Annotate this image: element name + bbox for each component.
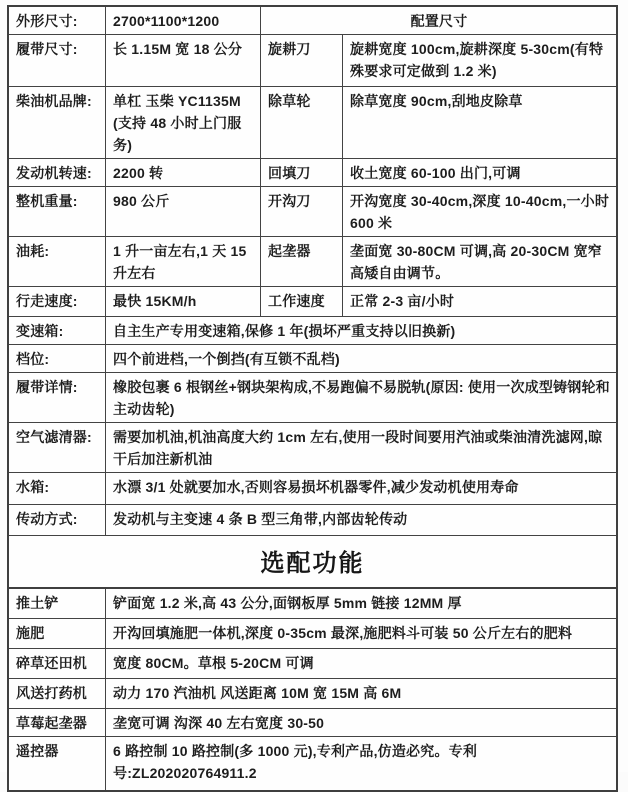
optional-feature-row bbox=[9, 679, 616, 709]
feature-value-cell: 开沟回填施肥一体机,深度 0-35cm 最深,施肥料斗可装 50 公斤左右的肥料 bbox=[106, 619, 616, 649]
spec-value-cell: 正常 2-3 亩/小时 bbox=[343, 287, 616, 317]
feature-label-cell: 遥控器 bbox=[9, 737, 106, 790]
optional-feature-row bbox=[9, 619, 616, 649]
spec-value-cell: 收土宽度 60-100 出门,可调 bbox=[343, 159, 616, 187]
spec-value-cell: 2700*1100*1200 bbox=[106, 7, 261, 35]
optional-features-title: 选配功能 bbox=[9, 536, 616, 589]
feature-label-cell: 风送打药机 bbox=[9, 679, 106, 709]
feature-label-cell: 推土铲 bbox=[9, 589, 106, 619]
spec-label-cell: 整机重量: bbox=[9, 187, 106, 237]
spec-value-cell: 长 1.15M 宽 18 公分 bbox=[106, 35, 261, 87]
spec-label-cell: 行走速度: bbox=[9, 287, 106, 317]
spec-row bbox=[9, 87, 616, 159]
spec-value-cell: 980 公斤 bbox=[106, 187, 261, 237]
spec-row bbox=[9, 505, 616, 536]
spec-value-cell: 单杠 玉柴 YC1135M (支持 48 小时上门服务) bbox=[106, 87, 261, 159]
feature-value-cell: 垄宽可调 沟深 40 左右宽度 30-50 bbox=[106, 709, 616, 737]
spec-label-cell: 工作速度 bbox=[261, 287, 343, 317]
spec-value-cell: 橡胶包裹 6 根钢丝+钢块架构成,不易跑偏不易脱轨(原因: 使用一次成型铸钢轮和主动齿轮) bbox=[106, 373, 616, 423]
spec-label-cell: 回填刀 bbox=[261, 159, 343, 187]
spec-value-cell: 除草宽度 90cm,刮地皮除草 bbox=[343, 87, 616, 159]
spec-row bbox=[9, 423, 616, 473]
spec-label-cell: 除草轮 bbox=[261, 87, 343, 159]
optional-feature-row bbox=[9, 589, 616, 619]
optional-feature-row bbox=[9, 709, 616, 737]
spec-value-cell: 最快 15KM/h bbox=[106, 287, 261, 317]
feature-value-cell: 宽度 80CM。草根 5-20CM 可调 bbox=[106, 649, 616, 679]
feature-value-cell: 铲面宽 1.2 米,高 43 公分,面钢板厚 5mm 链接 12MM 厚 bbox=[106, 589, 616, 619]
spec-label-cell: 变速箱: bbox=[9, 317, 106, 345]
spec-label-cell: 发动机转速: bbox=[9, 159, 106, 187]
spec-value-cell: 1 升一亩左右,1 天 15 升左右 bbox=[106, 237, 261, 287]
feature-label-cell: 草莓起垄器 bbox=[9, 709, 106, 737]
spec-label-cell: 柴油机品牌: bbox=[9, 87, 106, 159]
spec-row bbox=[9, 187, 616, 237]
spec-value-cell: 需要加机油,机油高度大约 1cm 左右,使用一段时间要用汽油或柴油清洗滤网,晾干后加注新机油 bbox=[106, 423, 616, 473]
spec-label-cell: 水箱: bbox=[9, 473, 106, 505]
spec-value-cell: 自主生产专用变速箱,保修 1 年(损坏严重支持以旧换新) bbox=[106, 317, 616, 345]
spec-value-cell: 开沟宽度 30-40cm,深度 10-40cm,一小时 600 米 bbox=[343, 187, 616, 237]
spec-row bbox=[9, 373, 616, 423]
optional-feature-row bbox=[9, 649, 616, 679]
feature-label-cell: 碎草还田机 bbox=[9, 649, 106, 679]
spec-label-cell: 空气滤清器: bbox=[9, 423, 106, 473]
spec-row bbox=[9, 317, 616, 345]
feature-label-cell: 施肥 bbox=[9, 619, 106, 649]
spec-row bbox=[9, 35, 616, 87]
spec-row bbox=[9, 7, 616, 35]
spec-label-cell: 履带详情: bbox=[9, 373, 106, 423]
product-spec-table bbox=[7, 5, 618, 792]
spec-label-cell: 档位: bbox=[9, 345, 106, 373]
spec-label-cell: 开沟刀 bbox=[261, 187, 343, 237]
spec-label-cell: 外形尺寸: bbox=[9, 7, 106, 35]
spec-row bbox=[9, 237, 616, 287]
spec-value-cell: 垄面宽 30-80CM 可调,高 20-30CM 宽窄高矮自由调节。 bbox=[343, 237, 616, 287]
spec-label-cell: 油耗: bbox=[9, 237, 106, 287]
config-size-header-cell: 配置尺寸 bbox=[261, 7, 616, 35]
spec-label-cell: 旋耕刀 bbox=[261, 35, 343, 87]
spec-row bbox=[9, 473, 616, 505]
spec-row bbox=[9, 287, 616, 317]
spec-value-cell: 旋耕宽度 100cm,旋耕深度 5-30cm(有特殊要求可定做到 1.2 米) bbox=[343, 35, 616, 87]
spec-value-cell: 四个前进档,一个倒挡(有互锁不乱档) bbox=[106, 345, 616, 373]
feature-value-cell: 6 路控制 10 路控制(多 1000 元),专利产品,仿造必究。专利号:ZL202020764911.2 bbox=[113, 743, 478, 781]
spec-row bbox=[9, 159, 616, 187]
spec-value-cell: 2200 转 bbox=[106, 159, 261, 187]
feature-value-cell: 动力 170 汽油机 风送距离 10M 宽 15M 高 6M bbox=[106, 679, 616, 709]
spec-label-cell: 传动方式: bbox=[9, 505, 106, 536]
spec-value-cell: 水漂 3/1 处就要加水,否则容易损坏机器零件,减少发动机使用寿命 bbox=[106, 473, 616, 505]
spec-row bbox=[9, 345, 616, 373]
optional-feature-row bbox=[9, 737, 616, 790]
spec-label-cell: 履带尺寸: bbox=[9, 35, 106, 87]
spec-value-cell: 发动机与主变速 4 条 B 型三角带,内部齿轮传动 bbox=[106, 505, 616, 536]
spec-label-cell: 起垄器 bbox=[261, 237, 343, 287]
